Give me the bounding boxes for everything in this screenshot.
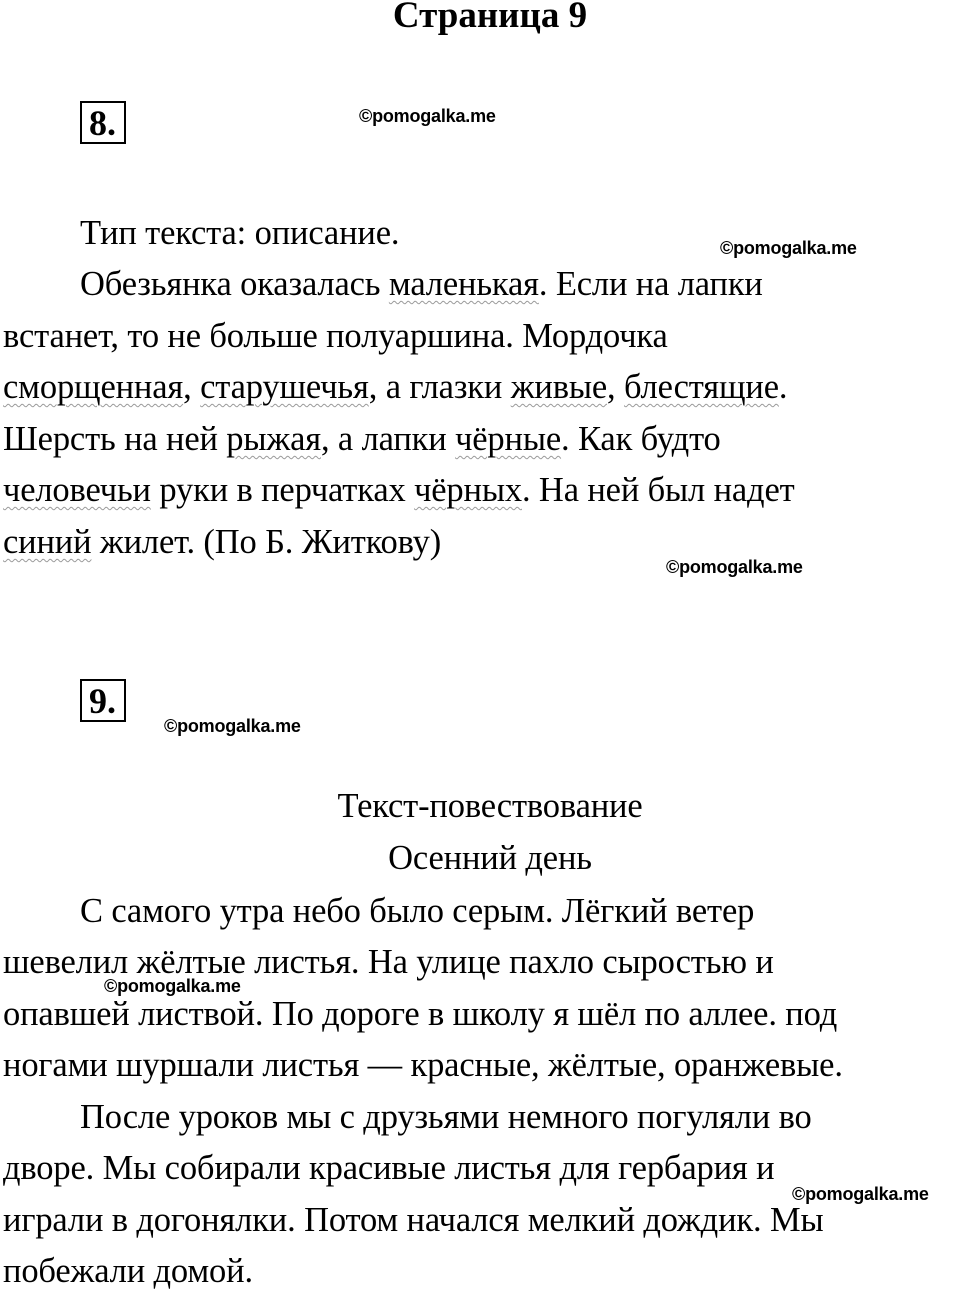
watermark: ©pomogalka.me bbox=[720, 238, 857, 258]
paragraph-line: дворе. Мы собирали красивые листья для гербария и bbox=[3, 1149, 775, 1187]
text-segment: встанет, то не больше полуаршина. Мордочка bbox=[3, 317, 668, 355]
text-segment: . Как будто bbox=[561, 420, 721, 458]
paragraph-line: С самого утра небо было серым. Лёгкий ветер bbox=[80, 892, 755, 930]
text-title: Осенний день bbox=[388, 839, 592, 877]
text-segment: Тип текста: описание. bbox=[80, 214, 400, 252]
underlined-adjective: чёрные bbox=[455, 420, 562, 458]
underlined-adjective: старушечья bbox=[200, 368, 369, 406]
paragraph-line: побежали домой. bbox=[3, 1252, 253, 1290]
paragraph-line bbox=[3, 470, 795, 510]
watermark: ©pomogalka.me bbox=[164, 716, 301, 736]
text-segment: . На ней был надет bbox=[521, 471, 795, 509]
paragraph-line: После уроков мы с друзьями немного погуляли во bbox=[80, 1098, 812, 1136]
text-segment: Обезьянка оказалась bbox=[80, 265, 389, 303]
text-segment: руки в перчатках bbox=[150, 471, 415, 509]
text-segment: , а глазки bbox=[368, 368, 511, 406]
page-title: Страница 9 bbox=[392, 0, 588, 36]
text-heading: Текст-повествование bbox=[337, 787, 643, 825]
paragraph-line bbox=[3, 367, 787, 407]
watermark: ©pomogalka.me bbox=[792, 1184, 929, 1204]
exercise-number-8: 8. bbox=[80, 101, 126, 144]
watermark: ©pomogalka.me bbox=[666, 557, 803, 577]
watermark: ©pomogalka.me bbox=[104, 976, 241, 996]
watermark: ©pomogalka.me bbox=[359, 106, 496, 126]
text-segment: . Если на лапки bbox=[538, 265, 763, 303]
underlined-adjective: сморщенная bbox=[3, 368, 184, 406]
exercise-number-9: 9. bbox=[80, 679, 126, 722]
text-segment: , bbox=[183, 368, 201, 406]
paragraph-line bbox=[80, 264, 763, 304]
paragraph-line: опавшей листвой. По дороге в школу я шёл по аллее. под bbox=[3, 995, 838, 1033]
underlined-adjective: синий bbox=[3, 523, 92, 561]
underlined-adjective: живые bbox=[510, 368, 608, 406]
paragraph-line: ногами шуршали листья — красные, жёлтые, оранжевые. bbox=[3, 1046, 843, 1084]
text-segment: Шерсть на ней bbox=[3, 420, 227, 458]
underlined-adjective: человечьи bbox=[3, 471, 151, 509]
text-segment: жилет. (По Б. Житкову) bbox=[91, 523, 442, 561]
text-type-line bbox=[80, 213, 399, 253]
paragraph-line: шевелил жёлтые листья. На улице пахло сыростью и bbox=[3, 943, 774, 981]
paragraph-line: играли в догонялки. Потом начался мелкий дождик. Мы bbox=[3, 1201, 824, 1239]
paragraph-line bbox=[3, 419, 721, 459]
paragraph-line bbox=[3, 316, 668, 356]
paragraph-line bbox=[3, 522, 441, 562]
text-segment: . bbox=[778, 368, 788, 406]
underlined-adjective: маленькая bbox=[388, 265, 539, 303]
underlined-adjective: чёрных bbox=[414, 471, 522, 509]
text-segment: , а лапки bbox=[320, 420, 456, 458]
underlined-adjective: блестящие bbox=[624, 368, 779, 406]
underlined-adjective: рыжая bbox=[226, 420, 321, 458]
text-segment: , bbox=[607, 368, 624, 406]
